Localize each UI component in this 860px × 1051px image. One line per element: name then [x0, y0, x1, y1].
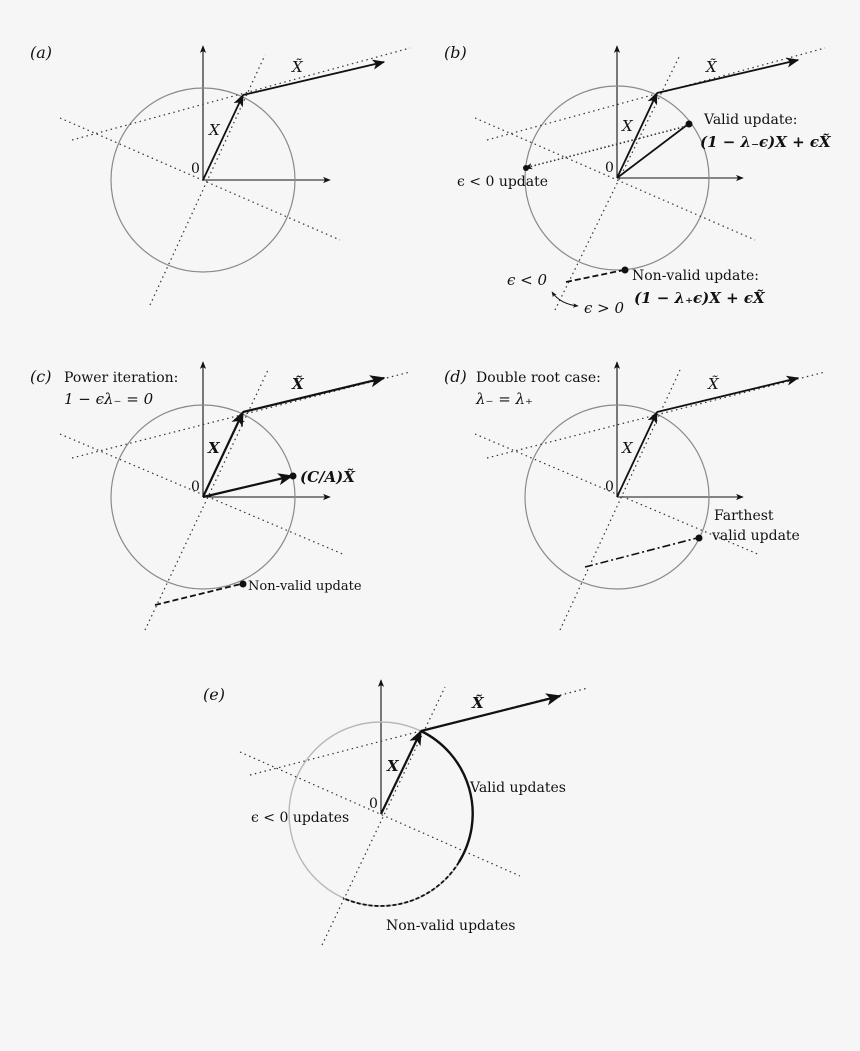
panel-c-origin-label: 0 [191, 479, 200, 495]
panel-e-nonvalid-updates-label: Non-valid updates [386, 918, 516, 934]
panel-a-x-label: X [209, 121, 220, 139]
panel-c-nonvalid-point [240, 581, 247, 588]
panel-d-farthest-line1: Farthest [714, 508, 774, 524]
panel-d-farthest-update-vector [585, 538, 697, 567]
panel-b-epsilon-negative-label: ϵ < 0 [507, 271, 548, 289]
panel-e-negative-updates-label: ϵ < 0 updates [251, 810, 350, 826]
panel-b-label: (b) [444, 43, 467, 62]
panel-c-scaled-point [290, 473, 297, 480]
panel-b-negative-update-point [523, 165, 529, 171]
panel-a-x-tilde-label: X̃ [292, 58, 303, 76]
panel-b-nonvalid-update-vector [566, 270, 624, 282]
panel-b-valid-update-title: Valid update: [704, 112, 798, 128]
panel-b-origin-label: 0 [605, 160, 614, 176]
panel-c-x-tilde-vector [243, 378, 384, 412]
panel-d-x-tilde-vector [657, 378, 798, 412]
panel-c-scaled-label: (C/A)X̃ [300, 468, 355, 486]
panel-b-epsilon-positive-label: ϵ > 0 [584, 299, 625, 317]
panel-a-x-tilde-vector [243, 62, 384, 95]
panel-d-farthest-line2: valid update [712, 528, 800, 544]
panel-a-dotted-line-1 [60, 118, 340, 240]
panel-b-nonvalid-update-point [622, 267, 629, 274]
panel-c-nonvalid-vector [155, 584, 241, 605]
panel-d-origin-label: 0 [605, 479, 614, 495]
panel-c-x-tilde-label: X̃ [292, 375, 304, 393]
panel-d-x-label: X [622, 439, 633, 457]
panel-d-dotted-line-2 [560, 370, 680, 630]
panel-e-x-tilde-vector [421, 696, 560, 731]
panel-e-label: (e) [203, 685, 225, 704]
panel-b-x-tilde-vector [657, 60, 798, 93]
panel-b [444, 43, 832, 317]
panel-e-x-label: X [387, 757, 399, 775]
panel-d-title-line1: Double root case: [476, 370, 601, 386]
panel-b-epsilon-curve-arrow [552, 292, 578, 306]
panel-d-label: (d) [444, 367, 467, 386]
panel-c-label: (c) [30, 367, 52, 386]
panel-d-farthest-update-point [696, 535, 703, 542]
panel-e [203, 680, 588, 945]
panel-a-origin-label: 0 [191, 161, 200, 177]
panel-b-negative-update-label: ϵ < 0 update [457, 174, 549, 190]
panel-a [30, 43, 410, 305]
panel-c-nonvalid-label: Non-valid update [248, 579, 362, 594]
panel-e-valid-updates-arc [421, 731, 473, 862]
panel-e-x-tilde-label: X̃ [472, 694, 484, 712]
panel-c-x-label: X [208, 439, 220, 457]
panel-c [30, 362, 410, 630]
panel-c-scaled-vector [203, 476, 292, 497]
panel-e-valid-updates-label: Valid updates [470, 780, 566, 796]
panel-b-nonvalid-update-title: Non-valid update: [632, 268, 759, 284]
panel-b-x-tilde-label: X̃ [706, 58, 717, 76]
panel-b-valid-update-formula: (1 − λ₋ϵ)X + ϵX̃ [700, 133, 831, 151]
panel-d [444, 362, 825, 630]
panel-a-label: (a) [30, 43, 53, 62]
panel-a-dotted-line-3 [72, 48, 410, 140]
panel-b-x-label: X [622, 117, 633, 135]
panel-c-title-line2: 1 − ϵλ₋ = 0 [64, 390, 154, 408]
panel-e-origin-label: 0 [369, 796, 378, 812]
panel-d-x-tilde-label: X̃ [708, 375, 719, 393]
panel-b-nonvalid-update-formula: (1 − λ₊ϵ)X + ϵX̃ [634, 289, 765, 307]
panel-c-title-line1: Power iteration: [64, 370, 179, 386]
panel-d-title-line2: λ₋ = λ₊ [476, 390, 533, 408]
